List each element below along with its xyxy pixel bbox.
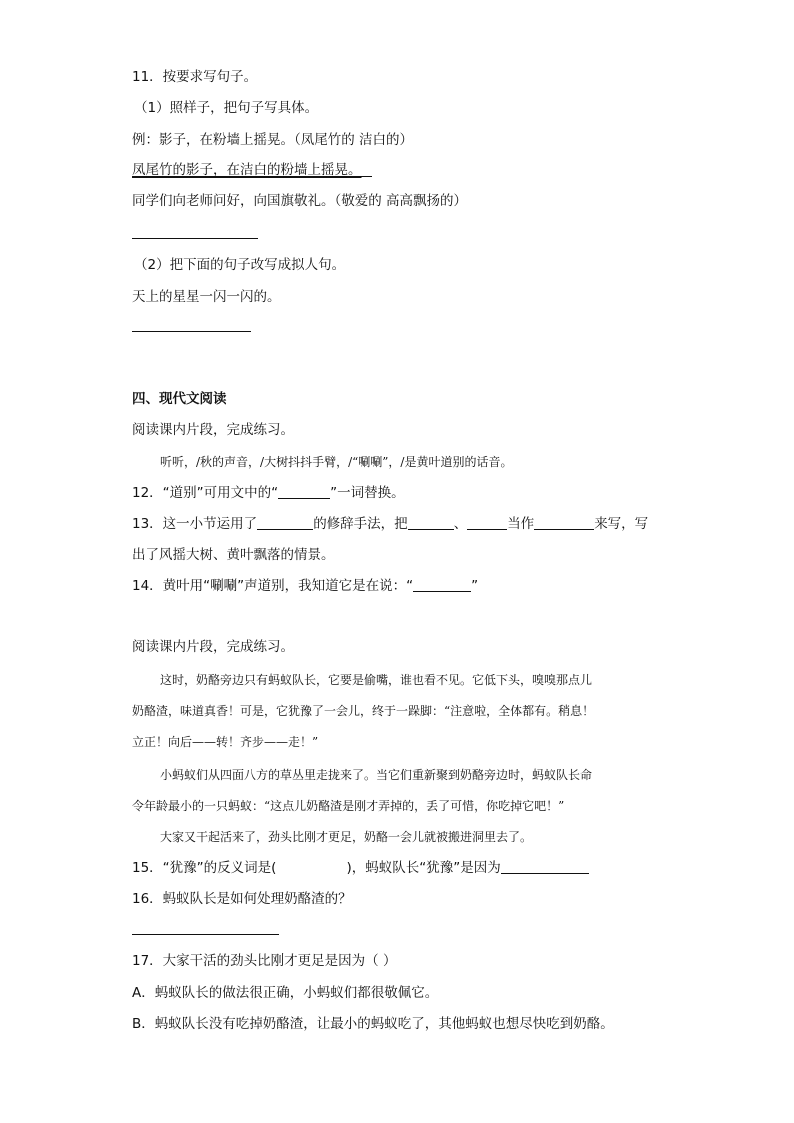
q11-title: 11．按要求写句子。 <box>132 69 258 85</box>
poem-excerpt: 听听，/秋的声音，/大树抖抖手臂，/“唰唰”，/是黄叶道别的话音。 <box>160 455 513 469</box>
q13-text-c: 、 <box>453 516 468 532</box>
q13-blank-1[interactable] <box>257 515 313 530</box>
q11-sentence: 同学们向老师问好，向国旗敬礼。（敬爱的 高高飘扬的） <box>132 193 468 209</box>
q14-text-a: 14．黄叶用“唰唰”声道别，我知道它是在说：“ <box>132 578 414 594</box>
q17-text: 17．大家干活的劲头比刚才更足是因为（ ） <box>132 953 397 969</box>
passage-line: 大家又干起活来了，劲头比刚才更足，奶酪一会儿就被搬进洞里去了。 <box>160 830 533 844</box>
q11-part2: （2）把下面的句子改写成拟人句。 <box>134 257 346 273</box>
q12 <box>132 484 405 502</box>
q15-blank[interactable] <box>501 859 589 874</box>
q15-text-b: )，蚂蚁队长“犹豫”是因为 <box>346 860 501 876</box>
q12-blank[interactable] <box>278 484 330 499</box>
q13-text-e: 来写，写 <box>594 516 649 532</box>
q11-example: 例：影子，在粉墙上摇晃。（凤尾竹的 洁白的） <box>132 132 414 148</box>
reading-instruction-1: 阅读课内片段，完成练习。 <box>132 422 294 438</box>
q13-blank-4[interactable] <box>534 515 594 530</box>
passage-line: 立正！向后——转！齐步——走！” <box>132 735 319 749</box>
q11-example-answer: 凤尾竹的影子，在洁白的粉墙上摇晃。 <box>132 162 362 178</box>
section-heading: 四、现代文阅读 <box>132 391 227 407</box>
q12-text-a: 12．“道别”可用文中的“ <box>132 485 279 501</box>
passage-line: 奶酪渣，味道真香！可是，它犹豫了一会儿，终于一跺脚：“注意啦，全体都有。稍息！ <box>132 704 595 718</box>
q13-text-b: 的修辞手法，把 <box>313 516 408 532</box>
q14-text-b: ” <box>471 578 479 594</box>
q17-option-b[interactable]: B．蚂蚁队长没有吃掉奶酪渣，让最小的蚂蚁吃了，其他蚂蚁也想尽快吃到奶酪。 <box>132 1016 614 1032</box>
q15-text-a: 15．“犹豫”的反义词是( <box>132 860 277 876</box>
q16-text: 16．蚂蚁队长是如何处理奶酪渣的？ <box>132 891 352 907</box>
passage-line: 小蚂蚁们从四面八方的草丛里走拢来了。当它们重新聚到奶酪旁边时，蚂蚁队长命 <box>160 768 593 782</box>
q14 <box>132 577 478 595</box>
q13-text-a: 13．这一小节运用了 <box>132 516 258 532</box>
q13-blank-2[interactable] <box>408 515 454 530</box>
q17-option-a[interactable]: A．蚂蚁队长的做法很正确，小蚂蚁们都很敬佩它。 <box>132 985 439 1001</box>
q13-line1 <box>132 515 648 533</box>
q13-text-d: 当作 <box>507 516 535 532</box>
example-answer-underline <box>132 176 372 177</box>
q11-answer-line-1[interactable] <box>132 238 258 239</box>
reading-instruction-2: 阅读课内片段，完成练习。 <box>132 639 294 655</box>
q13-line2: 出了风摇大树、黄叶飘落的情景。 <box>132 547 335 563</box>
passage-line: 这时，奶酪旁边只有蚂蚁队长，它要是偷嘴，谁也看不见。它低下头，嗅嗅那点儿 <box>160 673 593 687</box>
q15 <box>132 859 589 877</box>
q16-answer-line[interactable] <box>132 934 279 935</box>
q12-text-b: ”一词替换。 <box>330 485 405 501</box>
q11-sentence2: 天上的星星一闪一闪的。 <box>132 289 281 305</box>
q11-part1: （1）照样子，把句子写具体。 <box>134 100 319 116</box>
passage-line: 令年龄最小的一只蚂蚁：“这点儿奶酪渣是刚才弄掉的，丢了可惜，你吃掉它吧！” <box>132 799 565 813</box>
q11-answer-line-2[interactable] <box>132 331 251 332</box>
q13-blank-3[interactable] <box>467 515 507 530</box>
q14-blank[interactable] <box>413 577 471 592</box>
